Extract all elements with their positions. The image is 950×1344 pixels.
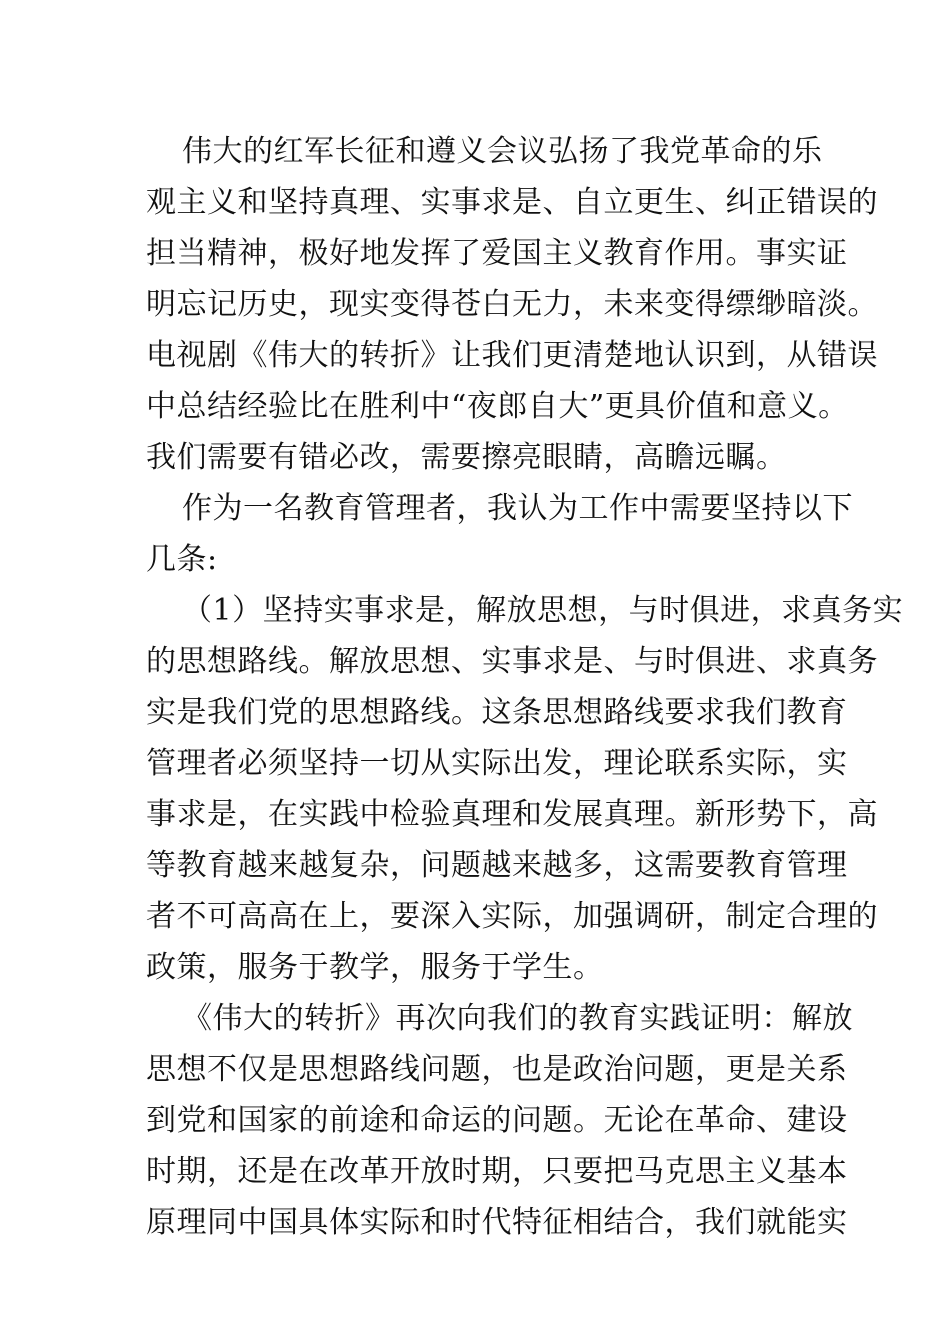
text-line: （1）坚持实事求是，解放思想，与时俱进，求真务实: [182, 593, 904, 628]
text-line: 观主义和坚持真理、实事求是、自立更生、纠正错误的: [146, 185, 878, 220]
text-line: 实是我们党的思想路线。这条思想路线要求我们教育: [146, 695, 848, 730]
text-line: 原理同中国具体实际和时代特征相结合，我们就能实: [146, 1205, 848, 1240]
text-line: 伟大的红军长征和遵义会议弘扬了我党革命的乐: [182, 134, 823, 169]
body-text: [146, 126, 904, 1248]
text-line: 《伟大的转折》再次向我们的教育实践证明：解放: [182, 1001, 853, 1036]
text-line: 者不可高高在上，要深入实际，加强调研，制定合理的: [146, 899, 878, 934]
text-line: 思想不仅是思想路线问题，也是政治问题，更是关系: [146, 1052, 848, 1087]
text-line: 政策，服务于教学，服务于学生。: [146, 950, 604, 985]
text-line: 中总结经验比在胜利中“夜郎自大”更具价值和意义。: [146, 389, 849, 424]
text-line: 我们需要有错必改，需要擦亮眼睛，高瞻远瞩。: [146, 440, 787, 475]
text-line: 担当精神，极好地发挥了爱国主义教育作用。事实证: [146, 236, 848, 271]
text-line: 作为一名教育管理者，我认为工作中需要坚持以下: [182, 491, 853, 526]
text-line: 几条:: [146, 542, 218, 577]
text-line: 等教育越来越复杂，问题越来越多，这需要教育管理: [146, 848, 848, 883]
text-line: 到党和国家的前途和命运的问题。无论在革命、建设: [146, 1103, 848, 1138]
text-line: 的思想路线。解放思想、实事求是、与时俱进、求真务: [146, 644, 878, 679]
text-line: 电视剧《伟大的转折》让我们更清楚地认识到，从错误: [146, 338, 878, 373]
text-line: 明忘记历史，现实变得苍白无力，未来变得缥缈暗淡。: [146, 287, 878, 322]
text-line: 时期，还是在改革开放时期，只要把马克思主义基本: [146, 1154, 848, 1189]
text-line: 管理者必须坚持一切从实际出发，理论联系实际，实: [146, 746, 848, 781]
text-line: 事求是，在实践中检验真理和发展真理。新形势下，高: [146, 797, 878, 832]
